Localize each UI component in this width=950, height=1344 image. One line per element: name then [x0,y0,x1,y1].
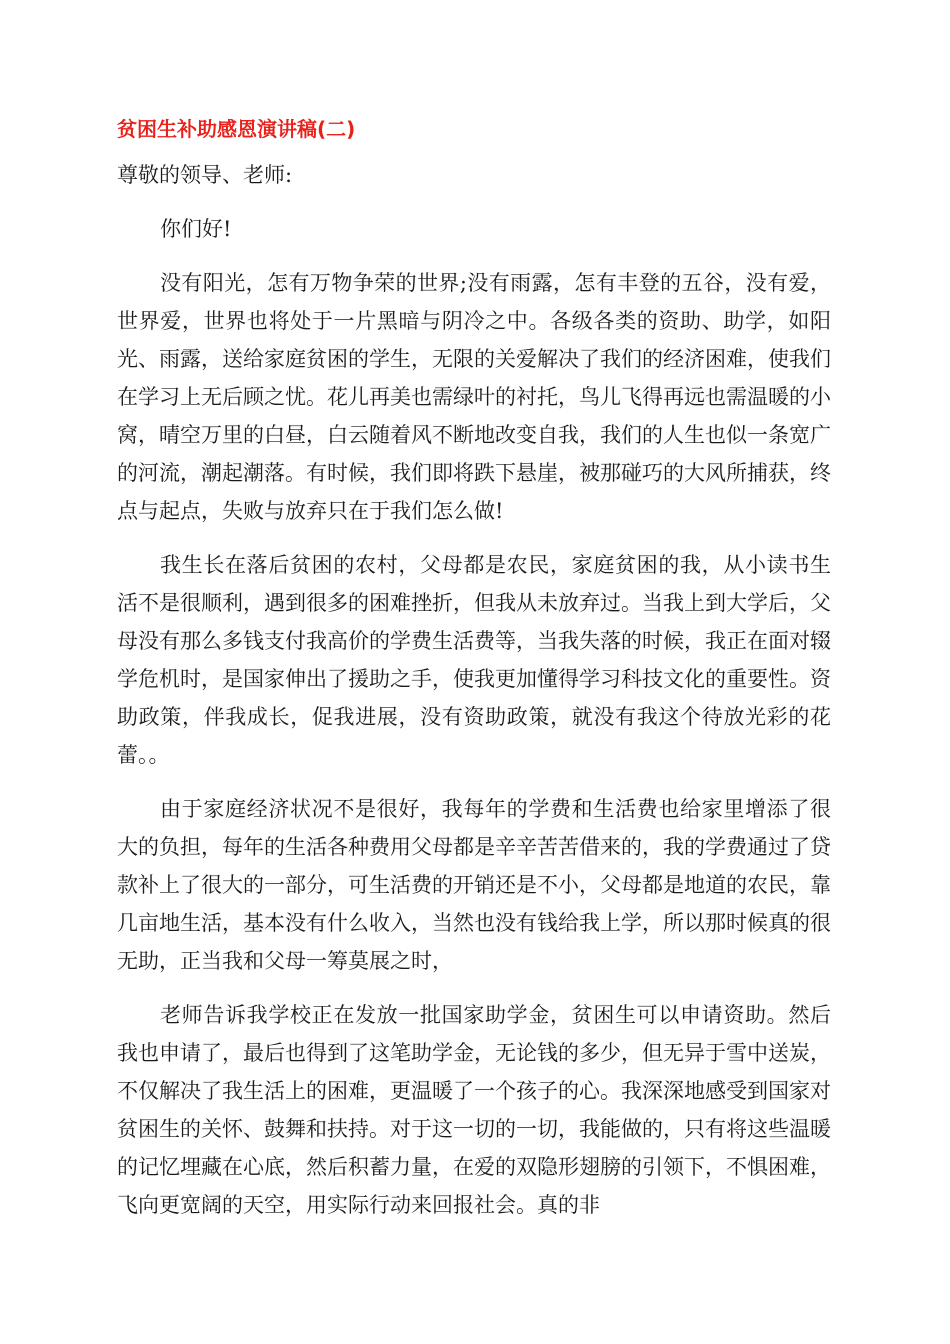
paragraph-1: 没有阳光，怎有万物争荣的世界;没有雨露，怎有丰登的五谷，没有爱，世界爱，世界也将处于一片黑暗与阴冷之中。各级各类的资助、助学，如阳光、雨露，送给家庭贫困的学生，无限的关爱解决了我们的经济困难，使我们在学习上无后顾之忧。花儿再美也需绿叶的衬托，鸟儿飞得再远也需温暖的小窝，晴空万里的白昼，白云随着风不断地改变自我，我们的人生也似一条宽广的河流，潮起潮落。有时候，我们即将跌下悬崖，被那碰巧的大风所捕获，终点与起点，失败与放弃只在于我们怎么做! [117,271,831,523]
paragraph-4: 老师告诉我学校正在发放一批国家助学金，贫困生可以申请资助。然后我也申请了，最后也得到了这笔助学金，无论钱的多少，但无异于雪中送炭，不仅解决了我生活上的困难，更温暖了一个孩子的心。我深深地感受到国家对贫困生的关怀、鼓舞和扶持。对于这一切的一切，我能做的，只有将这些温暖的记忆埋藏在心底，然后积蓄力量，在爱的双隐形翅膀的引领下，不惧困难，飞向更宽阔的天空，用实际行动来回报社会。真的非 [117,1003,831,1217]
greeting: 你们好! [160,217,232,241]
paragraph-2: 我生长在落后贫困的农村，父母都是农民，家庭贫困的我，从小读书生活不是很顺利，遇到很多的困难挫折，但我从未放弃过。当我上到大学后，父母没有那么多钱支付我高价的学费生活费等，当我失落的时候，我正在面对辍学危机时，是国家伸出了援助之手，使我更加懂得学习科技文化的重要性。资助政策，伴我成长，促我进展，没有资助政策，就没有我这个待放光彩的花蕾。。 [117,553,831,767]
paragraph-3: 由于家庭经济状况不是很好，我每年的学费和生活费也给家里增添了很大的负担，每年的生活各种费用父母都是辛辛苦苦借来的，我的学费通过了贷款补上了很大的一部分，可生活费的开销还是不小，父母都是地道的农民，靠几亩地生活，基本没有什么收入，当然也没有钱给我上学，所以那时候真的很无助，正当我和父母一筹莫展之时， [117,797,831,973]
document-title: 贫困生补助感恩演讲稿(二) [117,117,356,141]
salutation: 尊敬的领导、老师: [117,163,293,187]
